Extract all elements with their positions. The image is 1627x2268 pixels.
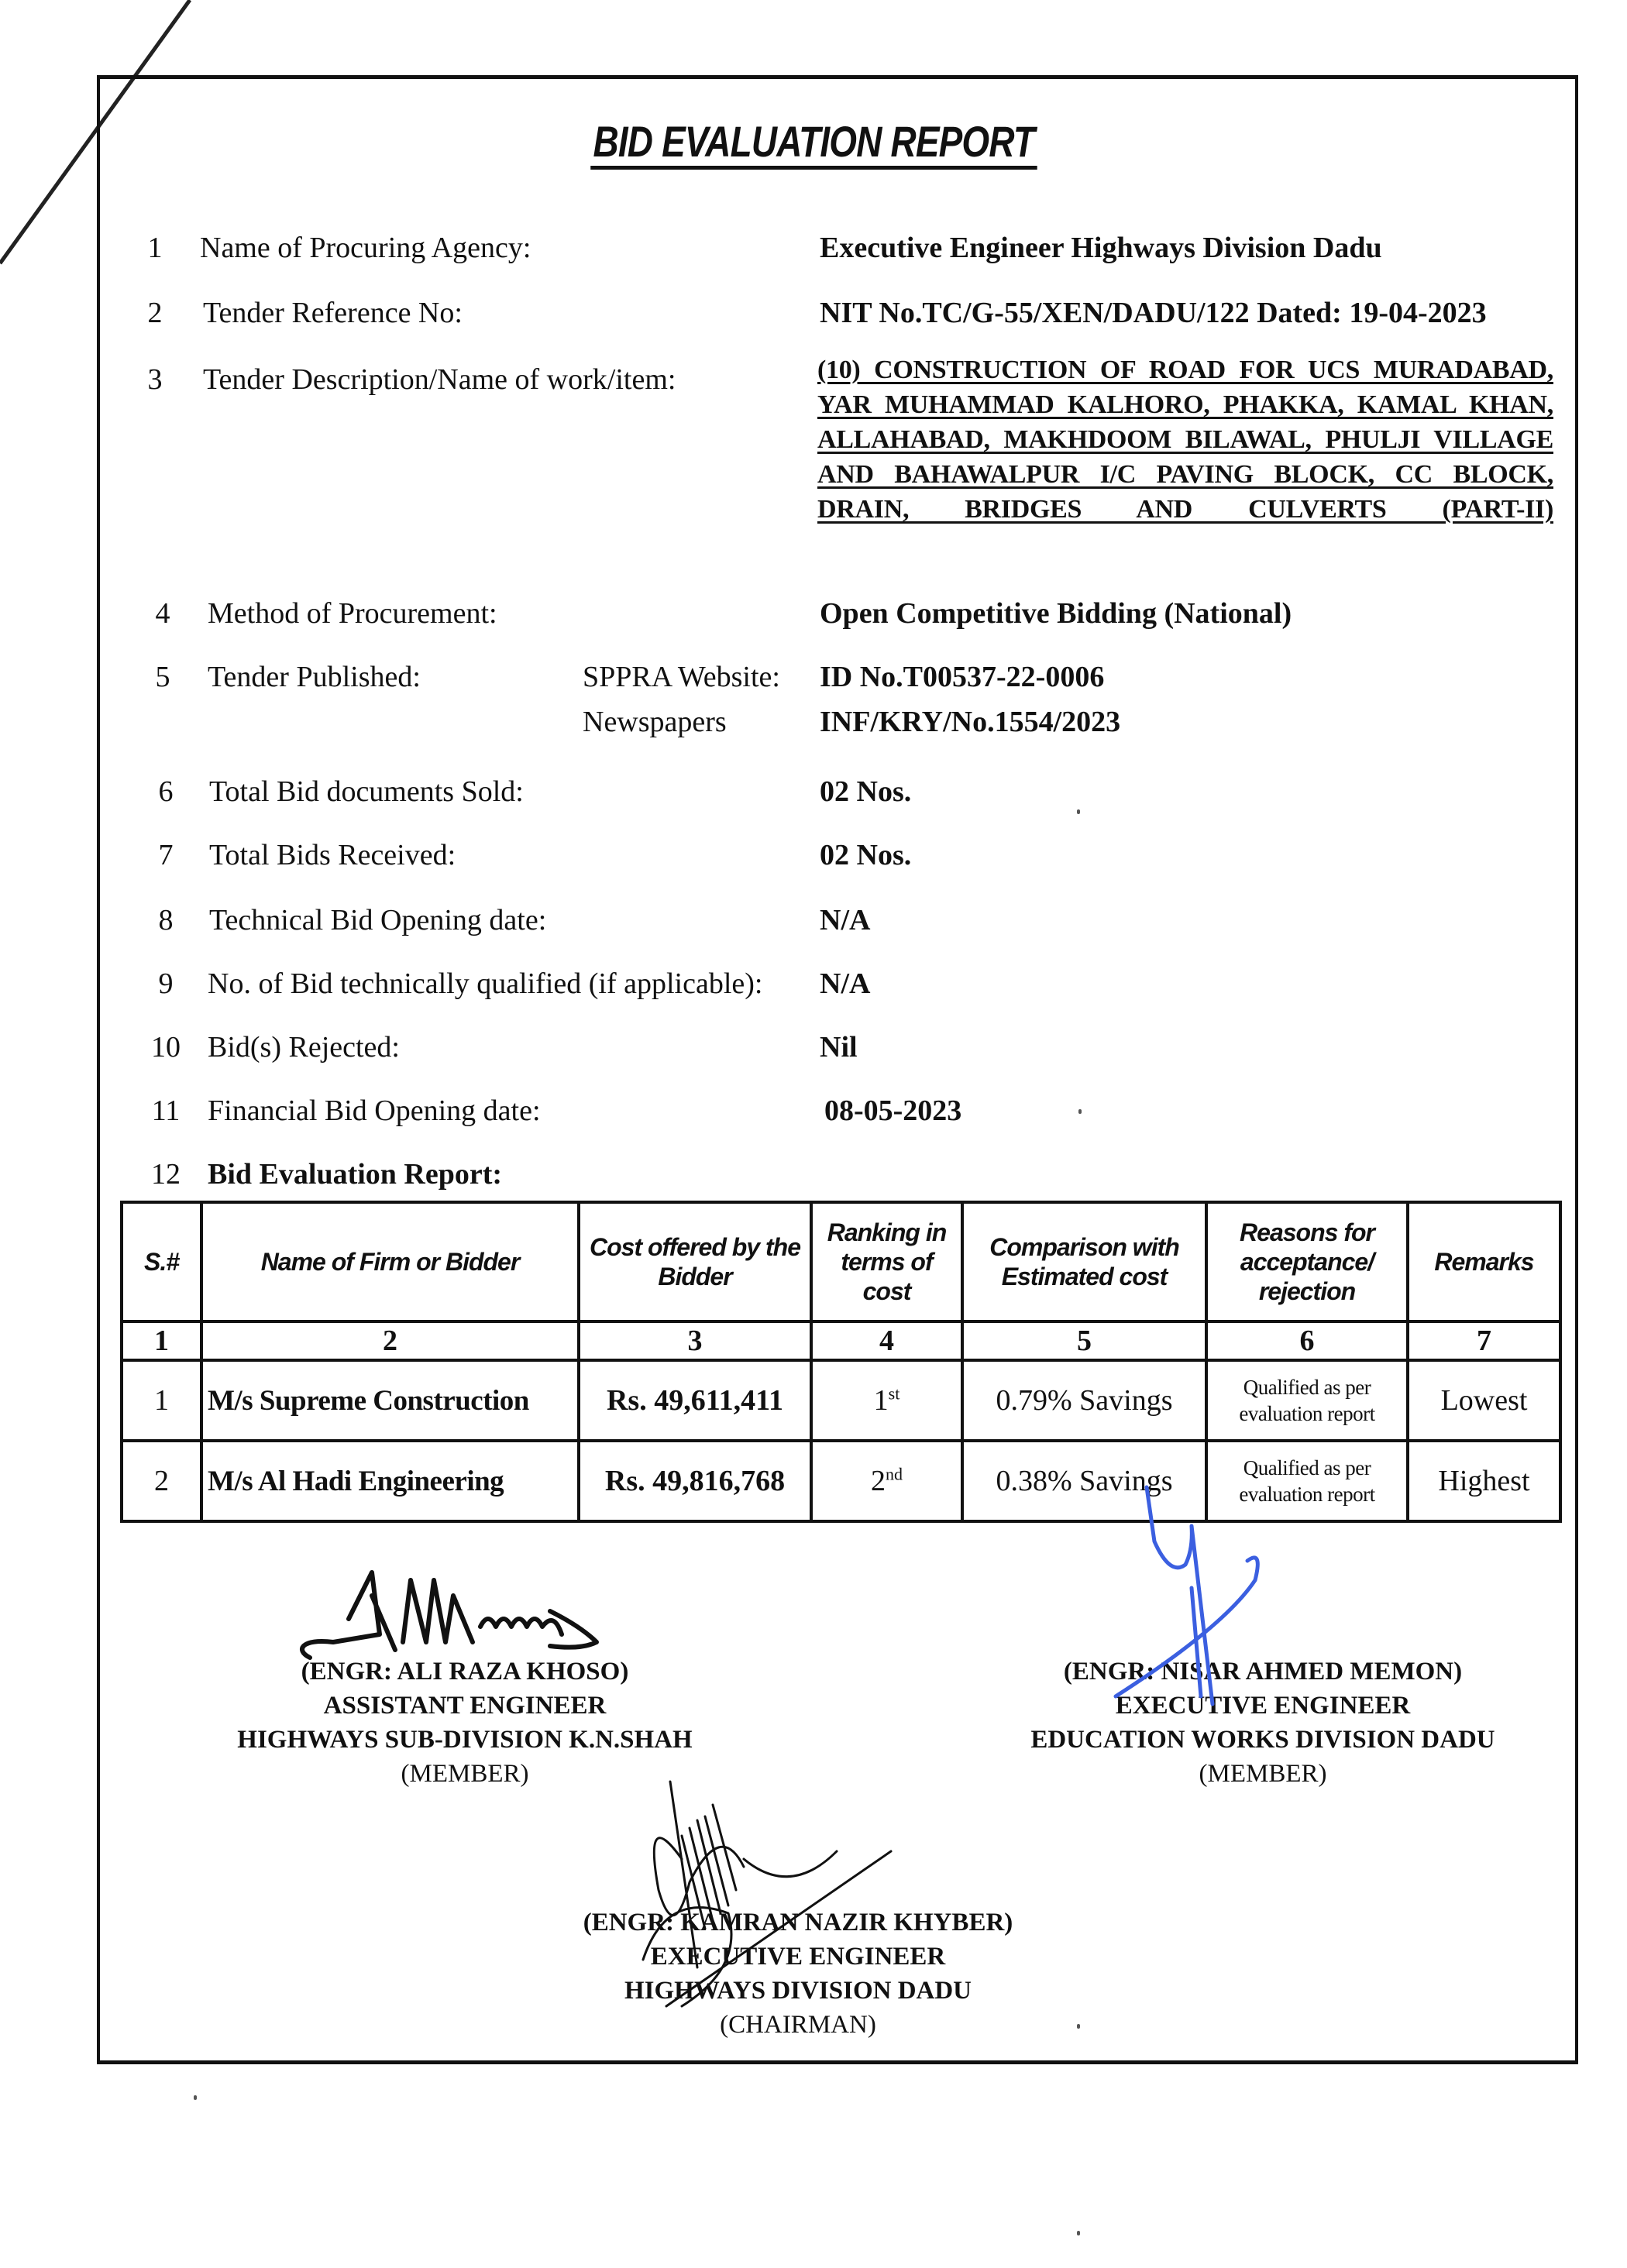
field-label: Tender Published: xyxy=(208,661,421,693)
page-title: BID EVALUATION REPORT xyxy=(0,116,1627,170)
field-number: 8 xyxy=(158,904,174,936)
field-label: Bid Evaluation Report: xyxy=(208,1158,503,1191)
field-number: 1 xyxy=(147,232,163,264)
signatory-right xyxy=(984,1655,1542,1791)
field-value: 02 Nos. xyxy=(820,839,912,871)
signatory-designation: EXECUTIVE ENGINEER xyxy=(1115,1692,1411,1720)
signatory-designation: ASSISTANT ENGINEER xyxy=(323,1692,607,1720)
bid-evaluation-table xyxy=(120,1201,1562,1523)
index-cell: 5 xyxy=(962,1321,1206,1360)
sppra-id-value: ID No.T00537-22-0006 xyxy=(820,661,1105,693)
field-value: Open Competitive Bidding (National) xyxy=(820,597,1292,630)
firm-name-cell: M/s Supreme Construction xyxy=(201,1360,579,1441)
field-number: 9 xyxy=(158,967,174,1000)
index-cell: 7 xyxy=(1408,1321,1560,1360)
signatory-role: (MEMBER) xyxy=(401,1760,529,1788)
table-header-row xyxy=(122,1202,1560,1321)
tender-description-value: (10) CONSTRUCTION OF ROAD FOR UCS MURADABAD, YAR MUHAMMAD KALHORO, PHAKKA, KAMAL KHAN, ALLAHABAD, MAKHDOOM BILAWAL, PHULJI VILLAGE AND BAHAWALPUR I/C PAVING BLOCK, CC BLOCK, DRAIN, BRIDGES AND CULVERTS (PART-II) xyxy=(817,356,1553,524)
field-label: Name of Procuring Agency: xyxy=(200,232,531,264)
field-label: Total Bids Received: xyxy=(209,839,456,871)
rank-cell xyxy=(811,1360,962,1441)
table-row xyxy=(122,1441,1560,1521)
field-number: 4 xyxy=(155,597,170,630)
signatory-left xyxy=(186,1655,744,1791)
scan-speck xyxy=(1077,2024,1080,2029)
signatory-center xyxy=(519,1905,1077,2042)
comparison-cell: 0.79% Savings xyxy=(962,1360,1206,1441)
remarks-cell: Highest xyxy=(1408,1441,1560,1521)
field-number: 7 xyxy=(158,839,174,871)
field-number: 3 xyxy=(147,363,163,396)
comparison-cell: 0.38% Savings xyxy=(962,1441,1206,1521)
index-cell: 4 xyxy=(811,1321,962,1360)
index-cell: 6 xyxy=(1206,1321,1408,1360)
signatory-office: EDUCATION WORKS DIVISION DADU xyxy=(1030,1726,1495,1754)
header-cost-offered: Cost offered by the Bidder xyxy=(579,1202,811,1321)
newspapers-label: Newspapers xyxy=(583,706,727,738)
signatory-name: (ENGR: ALI RAZA KHOSO) xyxy=(301,1658,629,1686)
field-label: Total Bid documents Sold: xyxy=(209,775,524,808)
signatory-name: (ENGR: KAMRAN NAZIR KHYBER) xyxy=(583,1909,1013,1936)
index-cell: 2 xyxy=(201,1321,579,1360)
rank-cell xyxy=(811,1441,962,1521)
scan-speck xyxy=(1077,809,1080,814)
field-label: Tender Description/Name of work/item: xyxy=(203,363,676,396)
field-value: Executive Engineer Highways Division Dadu xyxy=(820,232,1382,264)
field-number: 6 xyxy=(158,775,174,808)
signatory-role: (CHAIRMAN) xyxy=(720,2011,876,2039)
cost-cell: Rs. 49,611,411 xyxy=(579,1360,811,1441)
table-index-row xyxy=(122,1321,1560,1360)
signatory-office: HIGHWAYS DIVISION DADU xyxy=(624,1977,972,2005)
reason-cell: Qualified as per evaluation report xyxy=(1206,1360,1408,1441)
field-value: NIT No.TC/G-55/XEN/DADU/122 Dated: 19-04-2023 xyxy=(820,297,1487,329)
header-serial: S.# xyxy=(122,1202,201,1321)
field-label: Bid(s) Rejected: xyxy=(208,1031,400,1064)
field-value: 08-05-2023 xyxy=(824,1094,962,1127)
header-comparison: Comparison with Estimated cost xyxy=(962,1202,1206,1321)
rank-suffix: nd xyxy=(886,1464,903,1484)
remarks-cell: Lowest xyxy=(1408,1360,1560,1441)
scan-speck xyxy=(194,2095,197,2100)
header-firm-name: Name of Firm or Bidder xyxy=(201,1202,579,1321)
index-cell: 3 xyxy=(579,1321,811,1360)
rank-value: 2 xyxy=(871,1465,886,1497)
field-label: Tender Reference No: xyxy=(203,297,463,329)
index-cell: 1 xyxy=(122,1321,201,1360)
field-value: 02 Nos. xyxy=(820,775,912,808)
firm-name-cell: M/s Al Hadi Engineering xyxy=(201,1441,579,1521)
signatory-office: HIGHWAYS SUB-DIVISION K.N.SHAH xyxy=(237,1726,693,1754)
serial-cell: 1 xyxy=(122,1360,201,1441)
field-number: 10 xyxy=(151,1031,181,1064)
field-label: Technical Bid Opening date: xyxy=(209,904,547,936)
sppra-website-label: SPPRA Website: xyxy=(583,661,780,693)
table-row xyxy=(122,1360,1560,1441)
header-remarks: Remarks xyxy=(1408,1202,1560,1321)
field-number: 11 xyxy=(151,1094,181,1127)
field-value: N/A xyxy=(820,967,871,1000)
serial-cell: 2 xyxy=(122,1441,201,1521)
field-number: 2 xyxy=(147,297,163,329)
scan-speck xyxy=(1077,2231,1080,2235)
signatory-name: (ENGR: NISAR AHMED MEMON) xyxy=(1063,1658,1463,1686)
signatory-designation: EXECUTIVE ENGINEER xyxy=(650,1943,946,1971)
field-value: N/A xyxy=(820,904,871,936)
header-reasons: Reasons for acceptance/ rejection xyxy=(1206,1202,1408,1321)
rank-value: 1 xyxy=(873,1384,889,1417)
newspaper-ref-value: INF/KRY/No.1554/2023 xyxy=(820,706,1121,738)
field-number: 5 xyxy=(155,661,170,693)
field-label: Financial Bid Opening date: xyxy=(208,1094,541,1127)
field-value: Nil xyxy=(820,1031,858,1064)
field-label: Method of Procurement: xyxy=(208,597,497,630)
rank-suffix: st xyxy=(888,1383,900,1404)
cost-cell: Rs. 49,816,768 xyxy=(579,1441,811,1521)
field-number: 12 xyxy=(151,1158,181,1191)
scan-speck xyxy=(1078,1109,1082,1114)
field-label: No. of Bid technically qualified (if applicable): xyxy=(208,967,763,1000)
signatory-role: (MEMBER) xyxy=(1199,1760,1327,1788)
reason-cell: Qualified as per evaluation report xyxy=(1206,1441,1408,1521)
header-ranking: Ranking in terms of cost xyxy=(811,1202,962,1321)
